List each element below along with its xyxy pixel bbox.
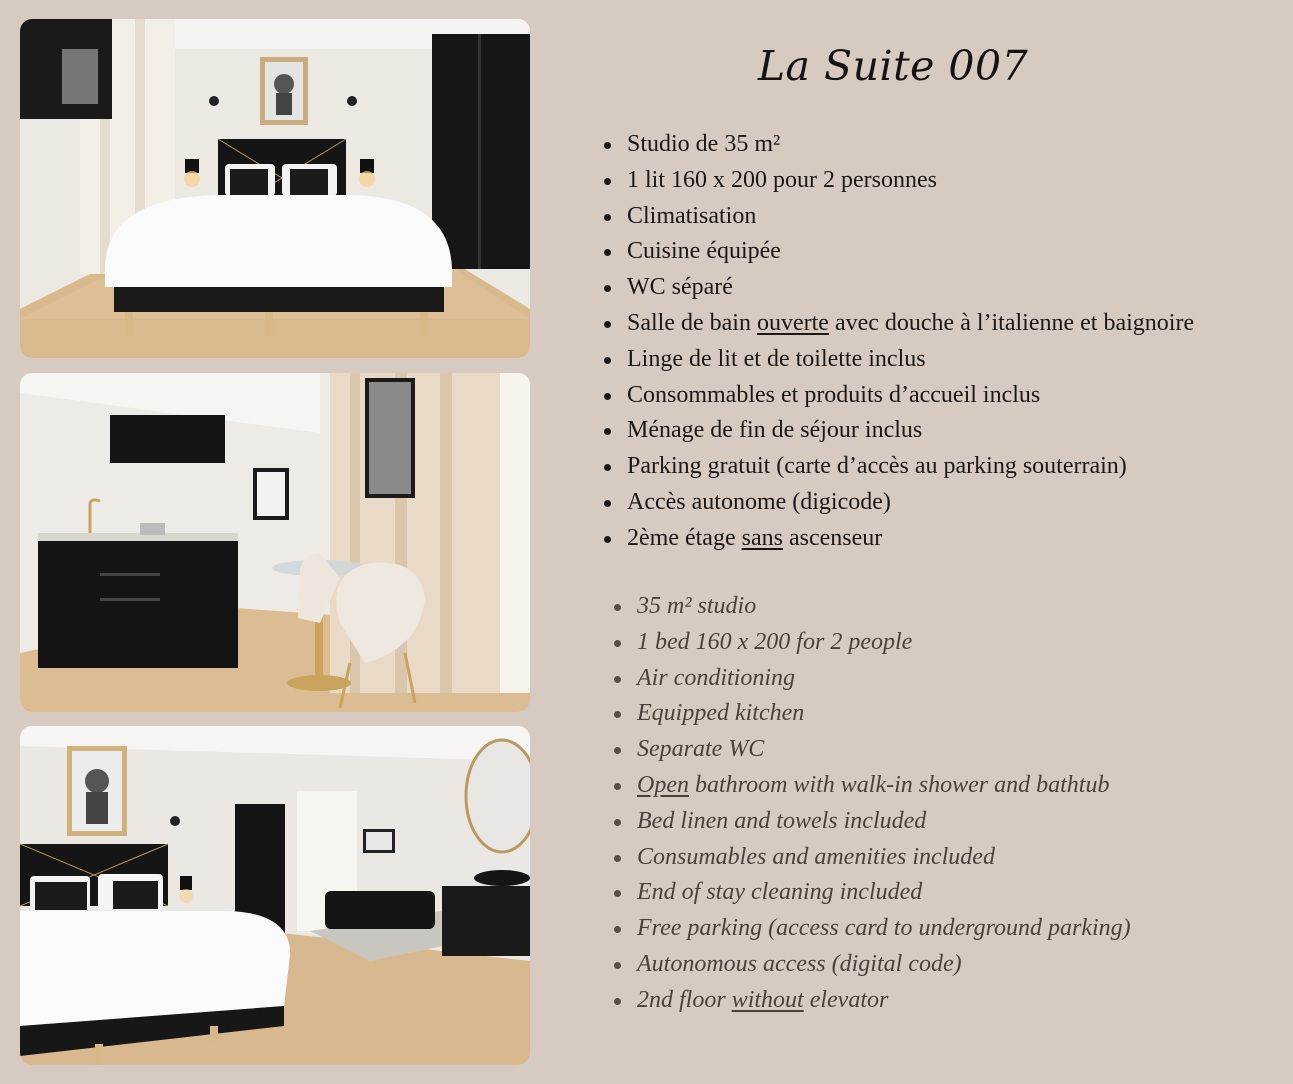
features-list-en: [612, 589, 1131, 1019]
list-item: Accès autonome (digicode): [602, 485, 1194, 521]
list-item: Equipped kitchen: [612, 696, 1131, 732]
list-item: Climatisation: [602, 199, 1194, 235]
emphasis-underline: without: [731, 986, 804, 1013]
list-item: Separate WC: [612, 732, 1131, 768]
list-item: Linge de lit et de toilette inclus: [602, 342, 1194, 378]
bedroom-photo: [20, 19, 530, 358]
emphasis-underline: Open: [637, 771, 689, 798]
list-item: 1 bed 160 x 200 for 2 people: [612, 625, 1131, 661]
emphasis-underline: ouverte: [756, 309, 829, 336]
list-item: 2nd floor without elevator: [612, 983, 1131, 1019]
list-item: Open bathroom with walk-in shower and bathtub: [612, 768, 1131, 804]
list-item: Salle de bain ouverte avec douche à l’italienne et baignoire: [602, 306, 1194, 342]
list-item: Autonomous access (digital code): [612, 947, 1131, 983]
list-item: 35 m² studio: [612, 589, 1131, 625]
list-item: WC séparé: [602, 270, 1194, 306]
list-item: Consommables et produits d’accueil inclus: [602, 378, 1194, 414]
list-item: Bed linen and towels included: [612, 804, 1131, 840]
emphasis-underline: sans: [741, 524, 783, 551]
list-item: 1 lit 160 x 200 pour 2 personnes: [602, 163, 1194, 199]
page-title: La Suite 007: [757, 42, 1029, 90]
list-item: Consumables and amenities included: [612, 840, 1131, 876]
list-item: 2ème étage sans ascenseur: [602, 521, 1194, 557]
kitchen-photo: [20, 373, 530, 712]
list-item: Free parking (access card to underground parking): [612, 911, 1131, 947]
bathroom-photo: [20, 726, 530, 1065]
list-item: Cuisine équipée: [602, 234, 1194, 270]
list-item: Parking gratuit (carte d’accès au parking souterrain): [602, 449, 1194, 485]
list-item: End of stay cleaning included: [612, 875, 1131, 911]
features-list-fr: [602, 127, 1194, 557]
list-item: Ménage de fin de séjour inclus: [602, 413, 1194, 449]
list-item: Studio de 35 m²: [602, 127, 1194, 163]
list-item: Air conditioning: [612, 661, 1131, 697]
